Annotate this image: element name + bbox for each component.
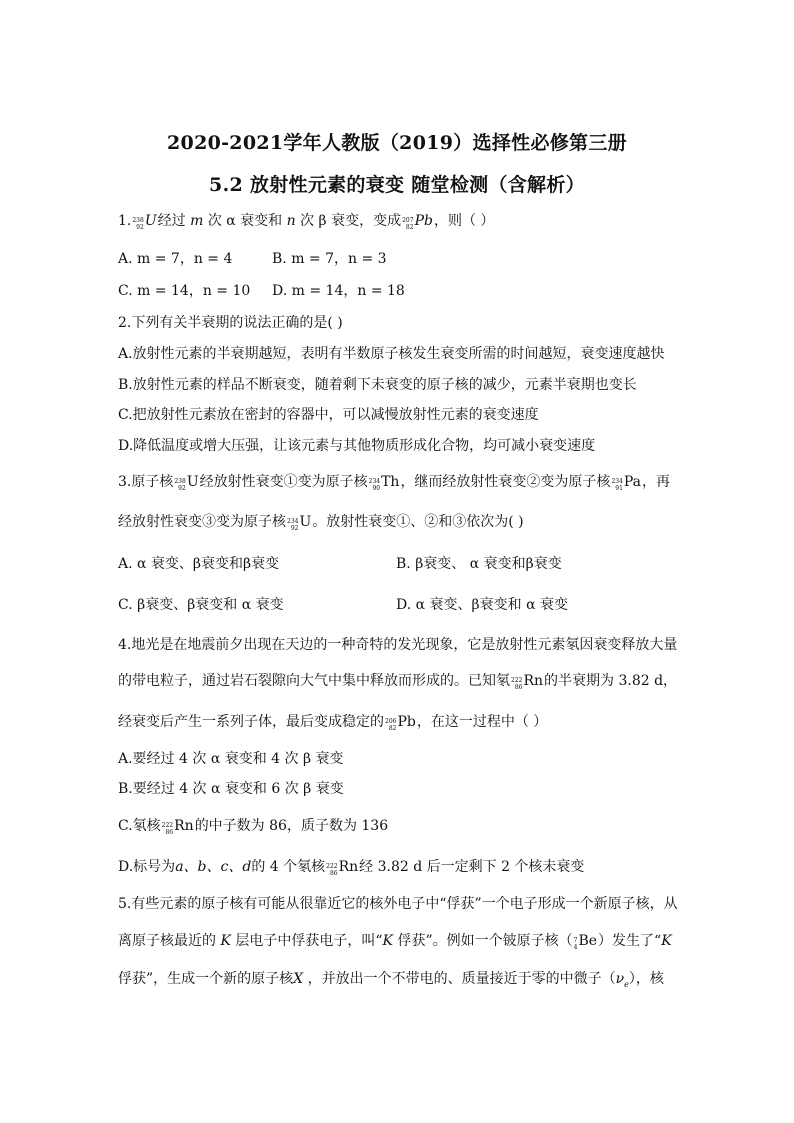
q2-option-a[interactable]: A.放射性元素的半衰期越短，表明有半数原子核发生衰变所需的时间越短，衰变速度越快 (118, 346, 665, 362)
nuclide-rn222: 222 86 Rn (326, 859, 359, 877)
question-2-stem: 2.下列有关半衰期的说法正确的是( ) (118, 315, 343, 331)
q3-option-c[interactable]: C. β衰变、β衰变和 α 衰变 (118, 597, 284, 613)
nuclide-u238: 238 92 U (132, 213, 157, 231)
q4-option-b[interactable]: B.要经过 4 次 α 衰变和 6 次 β 衰变 (118, 781, 344, 797)
question-4-stem-line1: 4.地光是在地震前夕出现在天边的一种奇特的发光现象，它是放射性元素氡因衰变释放大量 (118, 637, 678, 653)
nuclide-pa234: 234 91 Pa (611, 474, 642, 492)
q4-option-d[interactable]: D.标号为a、b、c、d的 4 个氡核 222 86 Rn经 3.82 d 后一定剩下 2 个核未衰变 (118, 859, 585, 877)
nuclide-pb206: 206 82 Pb (385, 714, 416, 732)
q2-option-d[interactable]: D.降低温度或增大压强，让该元素与其他物质形成化合物，均可减小衰变速度 (118, 438, 596, 454)
nuclide-be7: 7 4 Be (573, 933, 598, 951)
q3-option-a[interactable]: A. α 衰变、β衰变和β衰变 (118, 556, 280, 572)
question-5-stem-line2: 离原子核最近的 K 层电子中俘获电子，叫“K 俘获”。例如一个铍原子核（ 7 4 Be）发生了“K (118, 933, 672, 951)
nuclide-u234: 234 92 U (287, 514, 312, 532)
nuclide-u238: 238 92 U (174, 474, 199, 492)
nuclide-pb207: 207 82 Pb (402, 213, 433, 231)
q1-option-a[interactable]: A. m = 7，n = 4 (118, 251, 233, 267)
document-title-line2: 5.2 放射性元素的衰变 随堂检测（含解析） (209, 174, 585, 196)
question-4-stem-line2: 的带电粒子，通过岩石裂隙向大气中集中释放而形成的。已知氡 222 86 Rn的半衰期为 3.82 d， (118, 673, 678, 691)
document-title-line1: 2020-2021学年人教版（2019）选择性必修第三册 (167, 132, 627, 154)
neutrino-symbol: $\nu_e$ (615, 971, 629, 989)
question-1-stem: 1. 238 92 U经过 m 次 α 衰变和 n 次 β 衰变，变成 207 82 Pb，则（ ） (118, 213, 495, 231)
nuclide-th234: 234 90 Th (368, 474, 400, 492)
question-number: 1. (118, 213, 132, 229)
nuclide-rn222: 222 86 Rn (511, 673, 544, 691)
question-3-stem-line2: 经放射性衰变③变为原子核 234 92 U。放射性衰变①、②和③依次为( ) (118, 514, 524, 532)
q3-option-b[interactable]: B. β衰变、 α 衰变和β衰变 (396, 556, 562, 572)
q1-option-c[interactable]: C. m = 14，n = 10 (118, 283, 251, 299)
q2-option-c[interactable]: C.把放射性元素放在密封的容器中，可以减慢放射性元素的衰变速度 (118, 407, 539, 423)
q4-option-c[interactable]: C.氡核 222 86 Rn的中子数为 86，质子数为 136 (118, 818, 389, 836)
question-3-stem-line1: 3.原子核 238 92 U经放射性衰变①变为原子核 234 90 Th，继而经放射性衰变②变为原子核 234 91 Pa，再 (118, 474, 671, 492)
question-5-stem-line1: 5.有些元素的原子核有可能从很靠近它的核外电子中“俘获”一个电子形成一个新原子核，从 (118, 896, 678, 912)
q1-option-d[interactable]: D. m = 14，n = 18 (272, 283, 405, 299)
question-4-stem-line3: 经衰变后产生一系列子体，最后变成稳定的 206 82 Pb，在这一过程中（ ） (118, 714, 548, 732)
q2-option-b[interactable]: B.放射性元素的样品不断衰变，随着剩下未衰变的原子核的减少，元素半衰期也变长 (118, 377, 637, 393)
q3-option-d[interactable]: D. α 衰变、β衰变和 α 衰变 (396, 597, 568, 613)
question-5-stem-line3: 俘获”，生成一个新的原子核X ，并放出一个不带电的、质量接近于零的中微子$(\nu_e)$，核 (118, 971, 664, 989)
q4-option-a[interactable]: A.要经过 4 次 α 衰变和 4 次 β 衰变 (118, 751, 344, 767)
q1-option-b[interactable]: B. m = 7，n = 3 (272, 251, 387, 267)
nuclide-rn222: 222 86 Rn (161, 818, 194, 836)
